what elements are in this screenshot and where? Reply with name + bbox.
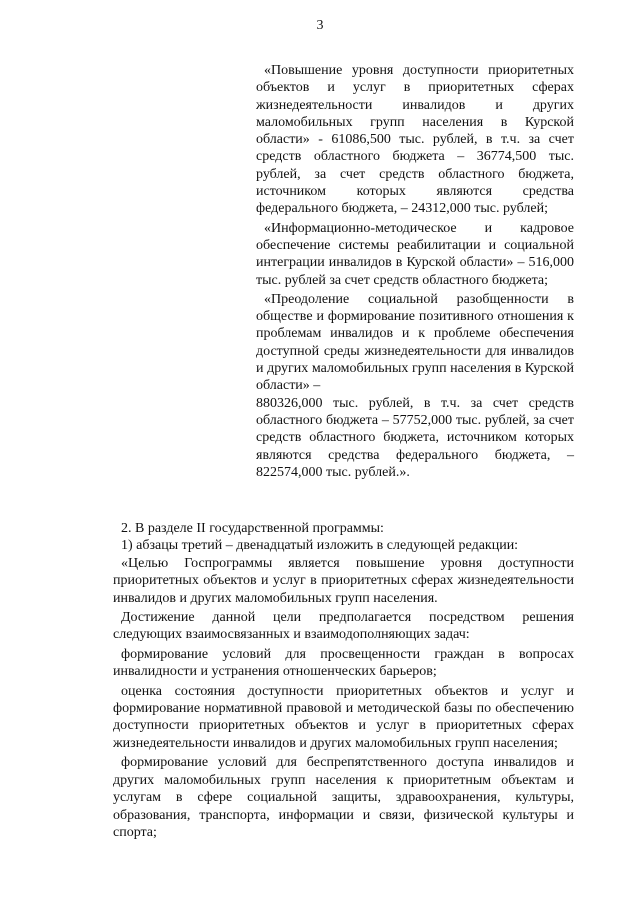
body-paragraph-task-assessment: оценка состояния доступности приоритетных объектов и услуг и формирование нормативной правовой и методической базы по обеспечению доступности приоритетных объектов и услуг в приоритетных сферах жизнедеятельности инвалидов и других маломобильных групп населения; xyxy=(113,683,574,751)
page-number: 3 xyxy=(316,18,324,33)
subprogram-information-funding: «Информационно-методическое и кадровое обеспечение системы реабилитации и социальной интеграции инвалидов в Курской области» – 516,000 тыс. рублей за счет средств областного бюджета; xyxy=(256,220,574,288)
body-paragraph-task-access: формирование условий для беспрепятственного доступа инвалидов и других маломобильных групп населения к приоритетным объектам и услугам в сфере социальной защиты, здравоохранения, культуры, образования, транспорта, информации и связи, физической культуры и спорта; xyxy=(113,755,574,840)
section-heading: 2. В разделе II государственной программы: xyxy=(121,521,384,536)
subpoint-heading: 1) абзацы третий – двенадцатый изложить в следующей редакции: xyxy=(121,538,519,554)
subprogram-social-integration-amount: 880326,000 тыс. рублей, в т.ч. за счет средств областного бюджета – 57752,000 тыс. рублей, за счет средств областного бюджета, источником которых являются средства федерального бюджета, – 822574,000 тыс. рублей.». xyxy=(256,395,574,480)
body-paragraph-tasks-intro: Достижение данной цели предполагается посредством решения следующих взаимосвязанных и взаимодополняющих задач: xyxy=(113,610,574,643)
funding-subprograms-column xyxy=(256,62,574,481)
subprogram-accessibility-funding: «Повышение уровня доступности приоритетных объектов и услуг в приоритетных сферах жизнедеятельности инвалидов и других маломобильных групп населения в Курской области» - 61086,500 тыс. рублей, в т.ч. за счет средств областного бюджета – 36774,500 тыс. рублей, за счет средств областного бюджета, источником которых являются средства федерального бюджета, – 24312,000 тыс. рублей; xyxy=(256,63,574,217)
body-paragraph-task-awareness: формирование условий для просвещенности граждан в вопросах инвалидности и устранения отношенческих барьеров; xyxy=(113,646,574,680)
main-body-text xyxy=(113,520,574,841)
subprogram-social-integration-funding: «Преодоление социальной разобщенности в обществе и формирование позитивного отношения к проблемам инвалидов и к проблеме обеспечения доступной среды жизнедеятельности для инвалидов и других маломобильных групп населения в Курской области» – xyxy=(256,291,574,394)
body-paragraph-goal: «Целью Госпрограммы является повышение уровня доступности приоритетных объектов и услуг в приоритетных сферах жизнедеятельности инвалидов и других маломобильных групп населения. xyxy=(113,555,574,606)
